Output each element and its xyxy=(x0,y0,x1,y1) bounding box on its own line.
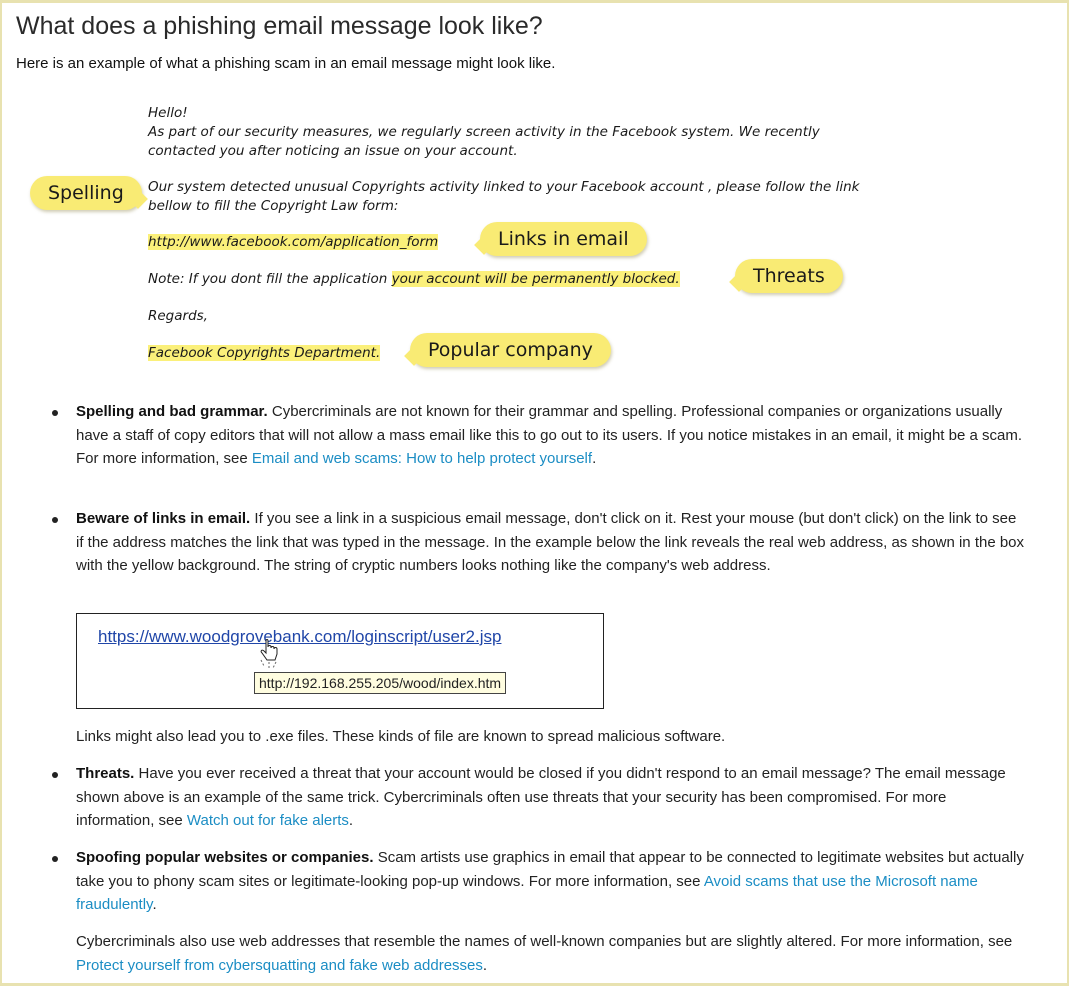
bullet-spelling xyxy=(76,400,1026,471)
example-link[interactable]: https://www.woodgrovebank.com/loginscript/user2.jsp xyxy=(98,627,502,646)
link-fake-alerts[interactable]: Watch out for fake alerts xyxy=(186,812,349,829)
link-email-web-scams[interactable]: Email and web scams: How to help protect yourself xyxy=(251,450,593,467)
bullet-spelling-period: . xyxy=(592,450,597,467)
callout-threats xyxy=(735,259,843,293)
link-microsoft-scams[interactable]: Avoid scams that use the Microsoft name fraudulently xyxy=(76,872,978,913)
bullet-threats-text: Have you ever received a threat that your account would be closed if you didn't respond to an email message? The email message shown above is an example of the same trick. Cybercriminals often use threats that your security has been compromised. For more information, see xyxy=(76,765,1006,829)
link-tooltip: http://192.168.255.205/wood/index.htm xyxy=(254,672,506,694)
email-note xyxy=(148,271,680,287)
callout-spelling xyxy=(30,176,142,210)
email-note-prefix: Note: If you dont fill the application xyxy=(148,271,392,287)
email-line: Our system detected unusual Copyrights activity linked to your Facebook account , please follow the link xyxy=(148,179,860,195)
bullet-spoofing-text: Scam artists use graphics in email that appear to be connected to legitimate websites but actually take you to phony scam sites or legitimate-looking pop-up windows. For more information, see xyxy=(76,849,1024,890)
frame-border-top xyxy=(0,0,1069,3)
email-link-text: http://www.facebook.com/application_form xyxy=(148,234,439,250)
cybersquatting-note xyxy=(76,930,1026,977)
email-signature xyxy=(148,345,380,361)
email-line: contacted you after noticing an issue on your account. xyxy=(148,143,518,159)
bullet-spoofing-title: Spoofing popular websites or companies. xyxy=(76,849,374,866)
cybersquatting-text: Cybercriminals also use web addresses that resemble the names of well-known companies but are slightly altered. For more information, see xyxy=(76,933,1013,950)
bullet-links-title: Beware of links in email. xyxy=(76,510,251,527)
bullet-spelling-text: Cybercriminals are not known for their grammar and spelling. Professional companies or organizations usually have a staff of copy editors that will not allow a mass email like this to go out to its users. If you notice mistakes in an email, it might be a scam. For more information, see xyxy=(76,403,1022,467)
bullet-threats-period: . xyxy=(348,812,354,829)
cybersquatting-period: . xyxy=(482,956,488,974)
link-cybersquatting[interactable]: Protect yourself from cybersquatting and fake web addresses xyxy=(76,956,483,974)
email-note-threat: your account will be permanently blocked. xyxy=(391,271,680,287)
email-signature-text: Facebook Copyrights Department. xyxy=(148,345,381,361)
bullet-links xyxy=(76,507,1026,578)
bullet-links-text: If you see a link in a suspicious email message, don't click on it. Rest your mouse (but don't click) on the link to see if the address matches the link that was typed in the message. In the example below the link reveals the real web address, as shown in the box with the yellow background. The string of cryptic numbers looks nothing like the company's web address. xyxy=(76,510,1025,574)
bullet-threats-title: Threats. xyxy=(76,765,135,782)
callout-company xyxy=(410,333,611,367)
intro-text: Here is an example of what a phishing scam in an email message might look like. xyxy=(16,55,556,72)
exe-note: Links might also lead you to .exe files. These kinds of file are known to spread malicious software. xyxy=(76,728,726,745)
email-greeting: Hello! xyxy=(148,105,188,121)
callout-spelling-label: Spelling xyxy=(48,182,124,204)
frame-border-left xyxy=(0,0,2,986)
bullet-dot xyxy=(52,517,58,523)
bullet-spoofing-period: . xyxy=(152,896,157,913)
hand-cursor-icon xyxy=(258,638,284,670)
bullet-dot xyxy=(52,856,58,862)
bullet-dot xyxy=(52,410,58,416)
bullet-threats xyxy=(76,762,1026,833)
callout-links xyxy=(480,222,647,256)
bullet-spoofing xyxy=(76,846,1026,917)
email-line: bellow to fill the Copyright Law form: xyxy=(148,198,399,214)
email-regards: Regards, xyxy=(148,308,208,324)
callout-company-label: Popular company xyxy=(428,339,593,361)
page-title: What does a phishing email message look like? xyxy=(16,12,543,40)
bullet-dot xyxy=(52,772,58,778)
callout-threats-label: Threats xyxy=(753,265,825,287)
email-link xyxy=(148,234,438,250)
email-line: As part of our security measures, we regularly screen activity in the Facebook system. We recently xyxy=(148,124,820,140)
callout-links-label: Links in email xyxy=(498,228,629,250)
bullet-spelling-title: Spelling and bad grammar. xyxy=(76,403,268,420)
